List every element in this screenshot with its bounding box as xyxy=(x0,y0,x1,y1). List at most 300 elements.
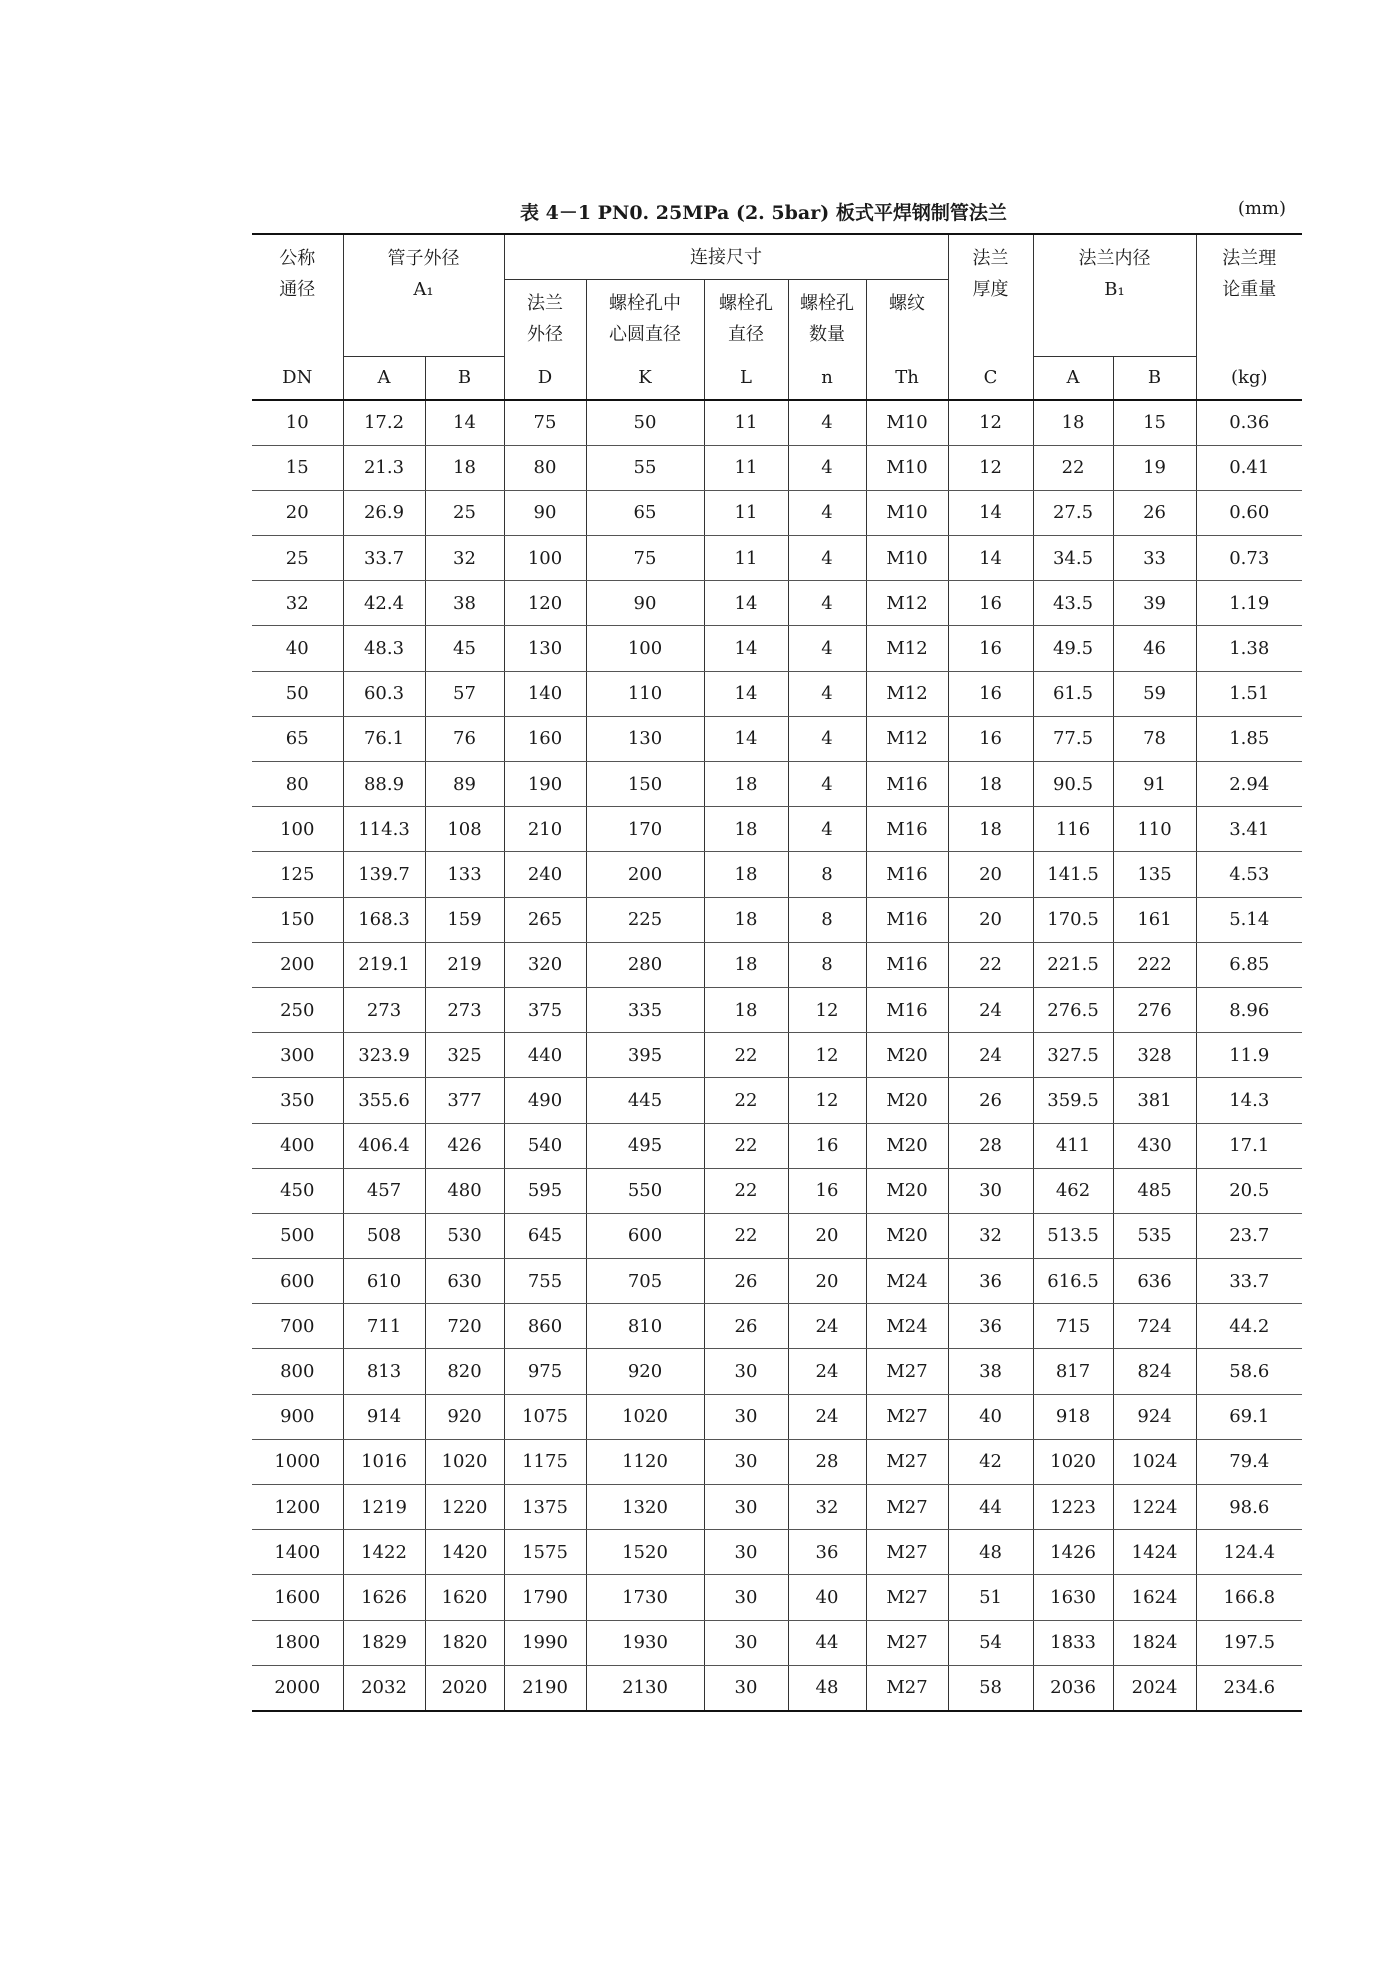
cell-dn: 15 xyxy=(252,445,343,490)
cell-bolt-hole-count: 8 xyxy=(788,897,866,942)
cell-flange-od: 2190 xyxy=(504,1665,586,1711)
cell-pipe-a: 1829 xyxy=(343,1620,425,1665)
cell-bore-b: 19 xyxy=(1113,445,1196,490)
cell-bolt-hole-count: 20 xyxy=(788,1259,866,1304)
cell-bolt-hole-count: 16 xyxy=(788,1123,866,1168)
cell-bolt-hole-count: 4 xyxy=(788,626,866,671)
table-row xyxy=(252,1304,1302,1349)
cell-bolt-circle: 65 xyxy=(586,490,704,535)
cell-bolt-hole-count: 36 xyxy=(788,1530,866,1575)
cell-pipe-b: 133 xyxy=(425,852,504,897)
cell-pipe-b: 89 xyxy=(425,762,504,807)
cell-bolt-hole-dia: 14 xyxy=(704,716,788,761)
cell-bore-a: 49.5 xyxy=(1033,626,1113,671)
cell-weight: 2.94 xyxy=(1196,762,1302,807)
table-row xyxy=(252,1575,1302,1620)
symbol-bore-b: B xyxy=(1113,356,1196,400)
cell-bolt-hole-dia: 30 xyxy=(704,1620,788,1665)
symbol-d: D xyxy=(504,356,586,400)
cell-thickness: 12 xyxy=(948,445,1033,490)
table-row xyxy=(252,1485,1302,1530)
cell-bore-a: 2036 xyxy=(1033,1665,1113,1711)
cell-weight: 1.51 xyxy=(1196,671,1302,716)
cell-pipe-b: 38 xyxy=(425,581,504,626)
cell-pipe-b: 32 xyxy=(425,536,504,581)
cell-pipe-b: 325 xyxy=(425,1033,504,1078)
cell-bolt-hole-count: 12 xyxy=(788,987,866,1032)
cell-pipe-b: 1220 xyxy=(425,1485,504,1530)
cell-thread: M10 xyxy=(866,490,948,535)
cell-weight: 44.2 xyxy=(1196,1304,1302,1349)
header-connection: 连接尺寸 xyxy=(504,234,948,280)
cell-bolt-hole-count: 12 xyxy=(788,1078,866,1123)
cell-thickness: 24 xyxy=(948,987,1033,1032)
cell-weight: 1.85 xyxy=(1196,716,1302,761)
cell-thickness: 20 xyxy=(948,852,1033,897)
header-bore: 法兰内径 B₁ xyxy=(1033,234,1196,356)
cell-weight: 0.60 xyxy=(1196,490,1302,535)
cell-bolt-circle: 810 xyxy=(586,1304,704,1349)
cell-pipe-a: 26.9 xyxy=(343,490,425,535)
cell-bolt-hole-dia: 18 xyxy=(704,762,788,807)
symbol-pipe-b: B xyxy=(425,356,504,400)
cell-bore-a: 34.5 xyxy=(1033,536,1113,581)
symbol-l: L xyxy=(704,356,788,400)
cell-pipe-a: 33.7 xyxy=(343,536,425,581)
cell-pipe-b: 377 xyxy=(425,1078,504,1123)
cell-bore-a: 170.5 xyxy=(1033,897,1113,942)
cell-bolt-hole-count: 4 xyxy=(788,536,866,581)
cell-bolt-hole-count: 4 xyxy=(788,716,866,761)
cell-bore-b: 535 xyxy=(1113,1213,1196,1258)
cell-thickness: 54 xyxy=(948,1620,1033,1665)
cell-bore-a: 1020 xyxy=(1033,1439,1113,1484)
cell-dn: 32 xyxy=(252,581,343,626)
table-row xyxy=(252,987,1302,1032)
cell-bolt-hole-dia: 30 xyxy=(704,1665,788,1711)
cell-flange-od: 190 xyxy=(504,762,586,807)
cell-weight: 79.4 xyxy=(1196,1439,1302,1484)
cell-bolt-hole-dia: 30 xyxy=(704,1485,788,1530)
cell-bore-b: 15 xyxy=(1113,400,1196,446)
cell-pipe-b: 45 xyxy=(425,626,504,671)
cell-thread: M27 xyxy=(866,1485,948,1530)
cell-pipe-b: 108 xyxy=(425,807,504,852)
table-row xyxy=(252,1530,1302,1575)
cell-pipe-b: 273 xyxy=(425,987,504,1032)
cell-flange-od: 540 xyxy=(504,1123,586,1168)
cell-bolt-circle: 395 xyxy=(586,1033,704,1078)
symbol-dn: DN xyxy=(252,356,343,400)
cell-dn: 250 xyxy=(252,987,343,1032)
cell-flange-od: 755 xyxy=(504,1259,586,1304)
header-bolt-hole-count: 螺栓孔 数量 xyxy=(788,280,866,357)
cell-bolt-hole-dia: 22 xyxy=(704,1078,788,1123)
table-row xyxy=(252,716,1302,761)
cell-thickness: 44 xyxy=(948,1485,1033,1530)
cell-bore-a: 43.5 xyxy=(1033,581,1113,626)
cell-pipe-a: 355.6 xyxy=(343,1078,425,1123)
cell-pipe-a: 42.4 xyxy=(343,581,425,626)
cell-bolt-hole-dia: 18 xyxy=(704,807,788,852)
cell-weight: 14.3 xyxy=(1196,1078,1302,1123)
cell-bolt-hole-dia: 26 xyxy=(704,1259,788,1304)
cell-bolt-hole-dia: 26 xyxy=(704,1304,788,1349)
cell-bolt-hole-count: 48 xyxy=(788,1665,866,1711)
cell-bore-a: 616.5 xyxy=(1033,1259,1113,1304)
cell-bolt-hole-count: 44 xyxy=(788,1620,866,1665)
cell-bolt-hole-dia: 30 xyxy=(704,1575,788,1620)
cell-thickness: 42 xyxy=(948,1439,1033,1484)
cell-bolt-circle: 55 xyxy=(586,445,704,490)
cell-weight: 0.36 xyxy=(1196,400,1302,446)
cell-thread: M12 xyxy=(866,716,948,761)
cell-bore-a: 1426 xyxy=(1033,1530,1113,1575)
cell-pipe-b: 1420 xyxy=(425,1530,504,1575)
cell-bore-b: 46 xyxy=(1113,626,1196,671)
cell-weight: 17.1 xyxy=(1196,1123,1302,1168)
cell-weight: 33.7 xyxy=(1196,1259,1302,1304)
cell-bolt-hole-dia: 11 xyxy=(704,445,788,490)
cell-bolt-circle: 705 xyxy=(586,1259,704,1304)
cell-bore-b: 724 xyxy=(1113,1304,1196,1349)
cell-bolt-circle: 225 xyxy=(586,897,704,942)
cell-weight: 11.9 xyxy=(1196,1033,1302,1078)
cell-bolt-hole-count: 40 xyxy=(788,1575,866,1620)
cell-bore-a: 715 xyxy=(1033,1304,1113,1349)
cell-bore-b: 276 xyxy=(1113,987,1196,1032)
cell-bolt-circle: 200 xyxy=(586,852,704,897)
cell-bore-b: 1024 xyxy=(1113,1439,1196,1484)
cell-flange-od: 1175 xyxy=(504,1439,586,1484)
cell-bore-b: 26 xyxy=(1113,490,1196,535)
cell-dn: 40 xyxy=(252,626,343,671)
cell-bolt-circle: 1930 xyxy=(586,1620,704,1665)
cell-bolt-hole-count: 4 xyxy=(788,400,866,446)
cell-dn: 150 xyxy=(252,897,343,942)
cell-thickness: 18 xyxy=(948,807,1033,852)
cell-thickness: 14 xyxy=(948,536,1033,581)
cell-bore-a: 77.5 xyxy=(1033,716,1113,761)
cell-bolt-circle: 150 xyxy=(586,762,704,807)
table-row xyxy=(252,400,1302,446)
cell-bolt-hole-dia: 30 xyxy=(704,1530,788,1575)
cell-bolt-hole-dia: 18 xyxy=(704,852,788,897)
cell-thread: M20 xyxy=(866,1123,948,1168)
cell-flange-od: 130 xyxy=(504,626,586,671)
cell-bolt-hole-count: 4 xyxy=(788,762,866,807)
cell-flange-od: 100 xyxy=(504,536,586,581)
cell-thread: M20 xyxy=(866,1168,948,1213)
cell-bolt-hole-count: 8 xyxy=(788,852,866,897)
cell-pipe-b: 920 xyxy=(425,1394,504,1439)
cell-bore-b: 222 xyxy=(1113,942,1196,987)
cell-bolt-hole-dia: 18 xyxy=(704,897,788,942)
table-row xyxy=(252,1259,1302,1304)
cell-thickness: 36 xyxy=(948,1304,1033,1349)
cell-bore-a: 1833 xyxy=(1033,1620,1113,1665)
cell-dn: 25 xyxy=(252,536,343,581)
cell-bolt-circle: 110 xyxy=(586,671,704,716)
cell-dn: 900 xyxy=(252,1394,343,1439)
cell-thread: M27 xyxy=(866,1394,948,1439)
table-title: 表 4－1 PN0. 25MPa (2. 5bar) 板式平焊钢制管法兰 xyxy=(520,202,1007,224)
cell-bolt-circle: 170 xyxy=(586,807,704,852)
table-body xyxy=(252,400,1302,1711)
cell-pipe-a: 1626 xyxy=(343,1575,425,1620)
cell-dn: 1200 xyxy=(252,1485,343,1530)
cell-weight: 69.1 xyxy=(1196,1394,1302,1439)
cell-pipe-a: 1422 xyxy=(343,1530,425,1575)
cell-weight: 1.38 xyxy=(1196,626,1302,671)
table-row xyxy=(252,1620,1302,1665)
cell-thread: M12 xyxy=(866,671,948,716)
cell-bore-b: 39 xyxy=(1113,581,1196,626)
table-row xyxy=(252,1123,1302,1168)
cell-bore-a: 116 xyxy=(1033,807,1113,852)
cell-pipe-a: 323.9 xyxy=(343,1033,425,1078)
cell-pipe-b: 14 xyxy=(425,400,504,446)
cell-thickness: 18 xyxy=(948,762,1033,807)
cell-dn: 20 xyxy=(252,490,343,535)
cell-thread: M24 xyxy=(866,1304,948,1349)
cell-bolt-circle: 2130 xyxy=(586,1665,704,1711)
cell-bolt-circle: 50 xyxy=(586,400,704,446)
cell-bolt-circle: 445 xyxy=(586,1078,704,1123)
cell-pipe-b: 2020 xyxy=(425,1665,504,1711)
symbol-bore-a: A xyxy=(1033,356,1113,400)
cell-bolt-hole-count: 24 xyxy=(788,1394,866,1439)
cell-thickness: 26 xyxy=(948,1078,1033,1123)
cell-flange-od: 1990 xyxy=(504,1620,586,1665)
cell-flange-od: 860 xyxy=(504,1304,586,1349)
cell-pipe-a: 88.9 xyxy=(343,762,425,807)
header-thread: 螺纹 xyxy=(866,280,948,357)
cell-bolt-hole-dia: 22 xyxy=(704,1168,788,1213)
cell-bore-b: 1224 xyxy=(1113,1485,1196,1530)
header-pipe-od: 管子外径 A₁ xyxy=(343,234,504,356)
cell-bore-b: 33 xyxy=(1113,536,1196,581)
symbol-c: C xyxy=(948,356,1033,400)
cell-thread: M10 xyxy=(866,400,948,446)
cell-bore-a: 27.5 xyxy=(1033,490,1113,535)
cell-pipe-a: 2032 xyxy=(343,1665,425,1711)
cell-bolt-circle: 130 xyxy=(586,716,704,761)
cell-bore-b: 1624 xyxy=(1113,1575,1196,1620)
table-row xyxy=(252,852,1302,897)
cell-bolt-hole-dia: 11 xyxy=(704,400,788,446)
cell-dn: 1000 xyxy=(252,1439,343,1484)
cell-thickness: 24 xyxy=(948,1033,1033,1078)
table-row xyxy=(252,1439,1302,1484)
cell-weight: 234.6 xyxy=(1196,1665,1302,1711)
cell-dn: 125 xyxy=(252,852,343,897)
cell-weight: 20.5 xyxy=(1196,1168,1302,1213)
cell-bolt-circle: 1520 xyxy=(586,1530,704,1575)
cell-flange-od: 160 xyxy=(504,716,586,761)
cell-dn: 500 xyxy=(252,1213,343,1258)
cell-bore-a: 141.5 xyxy=(1033,852,1113,897)
cell-bolt-hole-count: 4 xyxy=(788,807,866,852)
cell-pipe-a: 813 xyxy=(343,1349,425,1394)
table-row xyxy=(252,626,1302,671)
cell-bolt-hole-count: 4 xyxy=(788,671,866,716)
cell-flange-od: 1790 xyxy=(504,1575,586,1620)
cell-pipe-a: 1016 xyxy=(343,1439,425,1484)
cell-pipe-b: 57 xyxy=(425,671,504,716)
cell-dn: 65 xyxy=(252,716,343,761)
symbol-weight: (kg) xyxy=(1196,356,1302,400)
header-flange-od: 法兰 外径 xyxy=(504,280,586,357)
cell-dn: 2000 xyxy=(252,1665,343,1711)
cell-thread: M16 xyxy=(866,762,948,807)
cell-dn: 50 xyxy=(252,671,343,716)
cell-bolt-hole-count: 8 xyxy=(788,942,866,987)
cell-bolt-circle: 600 xyxy=(586,1213,704,1258)
cell-dn: 800 xyxy=(252,1349,343,1394)
cell-pipe-b: 630 xyxy=(425,1259,504,1304)
cell-bolt-hole-dia: 30 xyxy=(704,1394,788,1439)
cell-pipe-a: 139.7 xyxy=(343,852,425,897)
cell-bolt-hole-count: 24 xyxy=(788,1349,866,1394)
cell-bolt-hole-dia: 11 xyxy=(704,490,788,535)
symbol-pipe-a: A xyxy=(343,356,425,400)
cell-pipe-a: 610 xyxy=(343,1259,425,1304)
cell-thread: M27 xyxy=(866,1349,948,1394)
table-row xyxy=(252,1213,1302,1258)
cell-flange-od: 75 xyxy=(504,400,586,446)
header-bolt-hole-dia: 螺栓孔 直径 xyxy=(704,280,788,357)
cell-pipe-a: 21.3 xyxy=(343,445,425,490)
cell-pipe-b: 530 xyxy=(425,1213,504,1258)
cell-thickness: 36 xyxy=(948,1259,1033,1304)
cell-pipe-a: 168.3 xyxy=(343,897,425,942)
cell-thickness: 40 xyxy=(948,1394,1033,1439)
cell-pipe-a: 219.1 xyxy=(343,942,425,987)
cell-flange-od: 975 xyxy=(504,1349,586,1394)
cell-weight: 4.53 xyxy=(1196,852,1302,897)
cell-bolt-circle: 335 xyxy=(586,987,704,1032)
cell-pipe-a: 508 xyxy=(343,1213,425,1258)
cell-flange-od: 645 xyxy=(504,1213,586,1258)
cell-bolt-circle: 75 xyxy=(586,536,704,581)
cell-thickness: 38 xyxy=(948,1349,1033,1394)
cell-weight: 98.6 xyxy=(1196,1485,1302,1530)
cell-weight: 3.41 xyxy=(1196,807,1302,852)
cell-thread: M20 xyxy=(866,1213,948,1258)
cell-bolt-hole-dia: 14 xyxy=(704,581,788,626)
cell-bolt-circle: 1120 xyxy=(586,1439,704,1484)
cell-flange-od: 120 xyxy=(504,581,586,626)
table-row xyxy=(252,490,1302,535)
cell-bolt-circle: 550 xyxy=(586,1168,704,1213)
symbol-n: n xyxy=(788,356,866,400)
cell-bolt-hole-count: 32 xyxy=(788,1485,866,1530)
cell-pipe-a: 48.3 xyxy=(343,626,425,671)
cell-bore-b: 110 xyxy=(1113,807,1196,852)
cell-thread: M16 xyxy=(866,987,948,1032)
table-row xyxy=(252,762,1302,807)
cell-bore-a: 221.5 xyxy=(1033,942,1113,987)
cell-dn: 1600 xyxy=(252,1575,343,1620)
cell-bore-b: 59 xyxy=(1113,671,1196,716)
cell-bolt-hole-dia: 22 xyxy=(704,1033,788,1078)
cell-pipe-a: 114.3 xyxy=(343,807,425,852)
cell-thread: M27 xyxy=(866,1620,948,1665)
table-row xyxy=(252,581,1302,626)
cell-bore-b: 135 xyxy=(1113,852,1196,897)
cell-weight: 23.7 xyxy=(1196,1213,1302,1258)
cell-dn: 200 xyxy=(252,942,343,987)
table-row xyxy=(252,1168,1302,1213)
cell-bore-b: 91 xyxy=(1113,762,1196,807)
cell-pipe-a: 273 xyxy=(343,987,425,1032)
cell-pipe-b: 25 xyxy=(425,490,504,535)
cell-bolt-circle: 495 xyxy=(586,1123,704,1168)
cell-bolt-hole-dia: 30 xyxy=(704,1439,788,1484)
symbol-k: K xyxy=(586,356,704,400)
cell-thread: M27 xyxy=(866,1439,948,1484)
cell-bolt-circle: 280 xyxy=(586,942,704,987)
cell-pipe-a: 60.3 xyxy=(343,671,425,716)
cell-thickness: 32 xyxy=(948,1213,1033,1258)
cell-bolt-hole-dia: 18 xyxy=(704,942,788,987)
cell-weight: 166.8 xyxy=(1196,1575,1302,1620)
cell-pipe-b: 820 xyxy=(425,1349,504,1394)
cell-thickness: 14 xyxy=(948,490,1033,535)
cell-thread: M20 xyxy=(866,1033,948,1078)
cell-dn: 1800 xyxy=(252,1620,343,1665)
cell-flange-od: 440 xyxy=(504,1033,586,1078)
cell-thread: M12 xyxy=(866,581,948,626)
cell-flange-od: 90 xyxy=(504,490,586,535)
cell-bore-a: 1630 xyxy=(1033,1575,1113,1620)
cell-pipe-b: 426 xyxy=(425,1123,504,1168)
cell-flange-od: 240 xyxy=(504,852,586,897)
cell-bore-a: 918 xyxy=(1033,1394,1113,1439)
cell-pipe-b: 720 xyxy=(425,1304,504,1349)
cell-dn: 10 xyxy=(252,400,343,446)
table-row xyxy=(252,1349,1302,1394)
cell-weight: 8.96 xyxy=(1196,987,1302,1032)
table-unit: (mm) xyxy=(1237,198,1286,219)
cell-thickness: 22 xyxy=(948,942,1033,987)
cell-weight: 124.4 xyxy=(1196,1530,1302,1575)
cell-bolt-circle: 920 xyxy=(586,1349,704,1394)
cell-dn: 350 xyxy=(252,1078,343,1123)
cell-bore-a: 1223 xyxy=(1033,1485,1113,1530)
cell-bore-a: 327.5 xyxy=(1033,1033,1113,1078)
table-row xyxy=(252,1394,1302,1439)
cell-thread: M10 xyxy=(866,536,948,581)
cell-bolt-circle: 1730 xyxy=(586,1575,704,1620)
cell-flange-od: 80 xyxy=(504,445,586,490)
cell-thread: M27 xyxy=(866,1530,948,1575)
cell-bore-b: 328 xyxy=(1113,1033,1196,1078)
cell-pipe-b: 219 xyxy=(425,942,504,987)
cell-bore-a: 513.5 xyxy=(1033,1213,1113,1258)
cell-weight: 5.14 xyxy=(1196,897,1302,942)
table-row xyxy=(252,1078,1302,1123)
cell-weight: 0.73 xyxy=(1196,536,1302,581)
table-row xyxy=(252,1665,1302,1711)
flange-table xyxy=(252,233,1302,1712)
cell-bore-b: 161 xyxy=(1113,897,1196,942)
cell-thickness: 16 xyxy=(948,716,1033,761)
cell-thickness: 48 xyxy=(948,1530,1033,1575)
cell-pipe-a: 711 xyxy=(343,1304,425,1349)
cell-bore-a: 22 xyxy=(1033,445,1113,490)
